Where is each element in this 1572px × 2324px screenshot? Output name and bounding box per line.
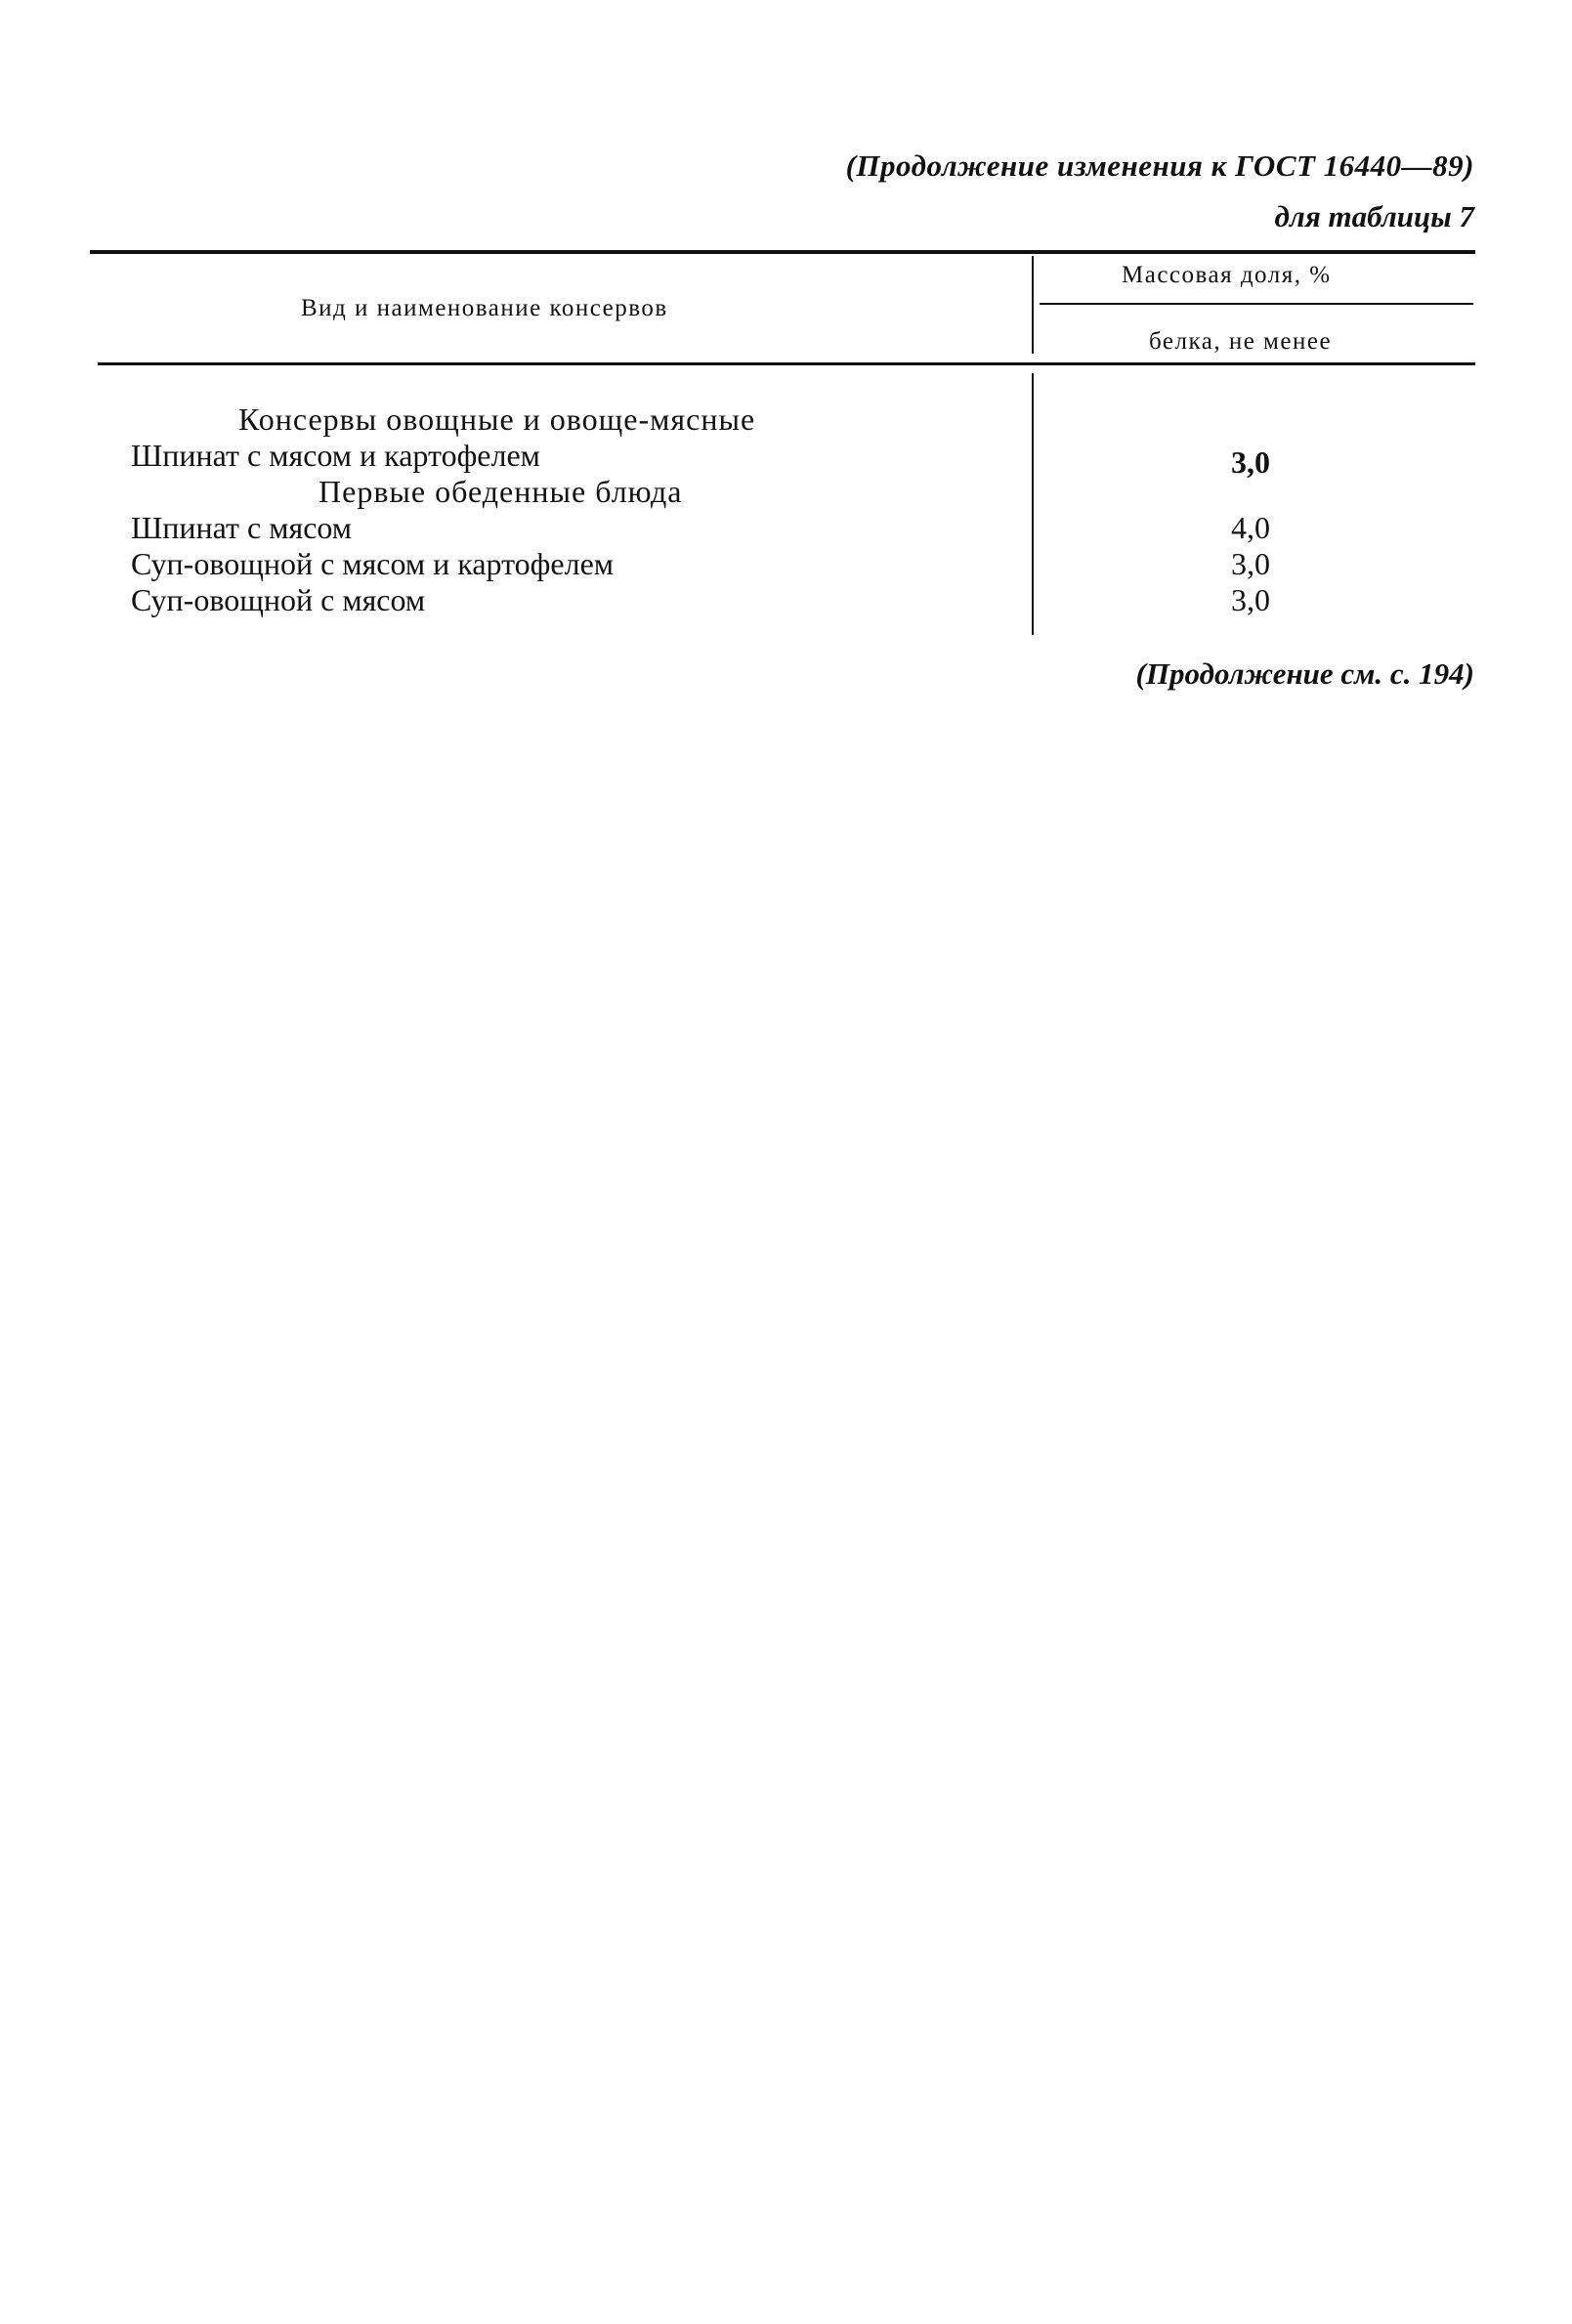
table-reference: для таблицы 7 <box>1274 199 1474 233</box>
column-header-mass-fraction: Массовая доля, % <box>1122 262 1332 288</box>
table-header-subrule <box>1040 303 1473 305</box>
column-header-protein: белка, не менее <box>1149 328 1333 355</box>
table-row-label: Суп-овощной с мясом <box>131 582 426 617</box>
table-row-label: Шпинат с мясом <box>131 510 353 545</box>
table-row-value: 3,0 <box>1231 444 1270 480</box>
continuation-footer: (Продолжение см. с. 194) <box>1135 656 1474 691</box>
table-body-divider <box>1032 373 1034 635</box>
table-top-rule <box>90 250 1475 254</box>
table-row-value: 3,0 <box>1231 546 1270 581</box>
table-row-value: 3,0 <box>1231 582 1270 617</box>
table-row-label: Суп-овощной с мясом и картофелем <box>131 546 615 581</box>
table-header-bottom-rule <box>98 362 1475 365</box>
table-row-label: Шпинат с мясом и картофелем <box>131 438 540 473</box>
table-category-label: Консервы овощные и овоще-мясные <box>238 401 756 437</box>
column-header-name: Вид и наименование консервов <box>301 295 668 321</box>
table-row-value: 4,0 <box>1231 510 1270 545</box>
continuation-header: (Продолжение изменения к ГОСТ 16440—89) <box>845 148 1474 183</box>
table-header-divider <box>1032 256 1034 354</box>
table-category-label: Первые обеденные блюда <box>319 474 683 509</box>
